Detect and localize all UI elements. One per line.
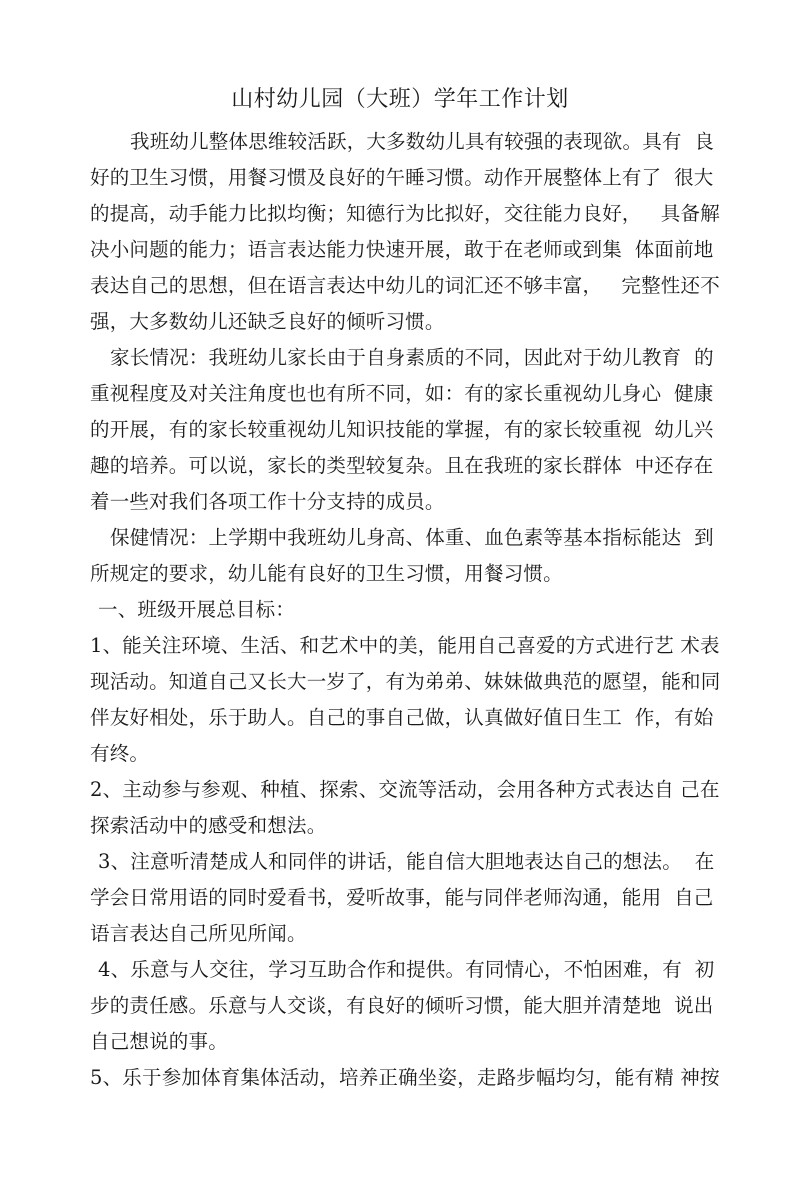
- text-line: 3、注意听清楚成人和同伴的讲话，能自信大胆地表达自己的想法。 在: [98, 850, 715, 873]
- text-line: 家长情况：我班幼儿家长由于自身素质的不同，因此对于幼儿教育 的: [110, 346, 714, 369]
- text-line: 的提高，动手能力比拟均衡；知德行为比拟好，交往能力良好， 具备解: [90, 202, 720, 225]
- text-line: 1、能关注环境、生活、和艺术中的美，能用自己喜爱的方式进行艺 术表: [90, 634, 720, 657]
- text-line: 我班幼儿整体思维较活跃，大多数幼儿具有较强的表现欲。具有 良: [130, 130, 715, 153]
- text-line: 趣的培养。可以说，家长的类型较复杂。且在我班的家长群体 中还存在: [90, 454, 714, 477]
- text-line: 现活动。知道自己又长大一岁了，有为弟弟、妹妹做典范的愿望，能和同: [90, 670, 721, 693]
- text-line: 有终。: [90, 742, 150, 765]
- text-line: 5、乐于参加体育集体活动，培养正确坐姿，走路步幅均匀，能有精 神按: [90, 1066, 720, 1089]
- text-line: 伴友好相处，乐于助人。自己的事自己做，认真做好值日生工 作，有始: [90, 706, 714, 729]
- text-line: 好的卫生习惯，用餐习惯及良好的午睡习惯。动作开展整体上有了 很大: [90, 166, 714, 189]
- text-line: 学会日常用语的同时爱看书，爱听故事，能与同伴老师沟通，能用 自己: [90, 886, 714, 909]
- text-line: 所规定的要求，幼儿能有良好的卫生习惯，用餐习惯。: [90, 562, 563, 585]
- text-line: 探索活动中的感受和想法。: [90, 814, 327, 837]
- text-line: 强，大多数幼儿还缺乏良好的倾听习惯。: [90, 310, 445, 333]
- text-line: 自己想说的事。: [90, 1030, 228, 1053]
- text-line: 的开展，有的家长较重视幼儿知识技能的掌握，有的家长较重视 幼儿兴: [90, 418, 714, 441]
- text-line: 决小问题的能力；语言表达能力快速开展，敢于在老师或到集 体面前地: [90, 238, 714, 261]
- text-line: 2、主动参与参观、种植、探索、交流等活动，会用各种方式表达自 己在: [90, 778, 720, 801]
- text-line: 重视程度及对关注角度也也有所不同，如：有的家长重视幼儿身心 健康: [90, 382, 714, 405]
- text-line: 表达自己的思想，但在语言表达中幼儿的词汇还不够丰富， 完整性还不: [90, 274, 720, 297]
- section-heading: 一、班级开展总目标：: [98, 598, 296, 621]
- text-line: 4、乐意与人交往，学习互助合作和提供。有同情心，不怕困难，有 初: [98, 958, 715, 981]
- text-line: 语言表达自己所见所闻。: [90, 922, 307, 945]
- text-line: 步的责任感。乐意与人交谈，有良好的倾听习惯，能大胆并清楚地 说出: [90, 994, 714, 1017]
- text-line: 保健情况：上学期中我班幼儿身高、体重、血色素等基本指标能达 到: [110, 526, 714, 549]
- text-line: 着一些对我们各项工作十分支持的成员。: [90, 490, 445, 513]
- document-title: 山村幼儿园（大班）学年工作计划: [231, 87, 569, 112]
